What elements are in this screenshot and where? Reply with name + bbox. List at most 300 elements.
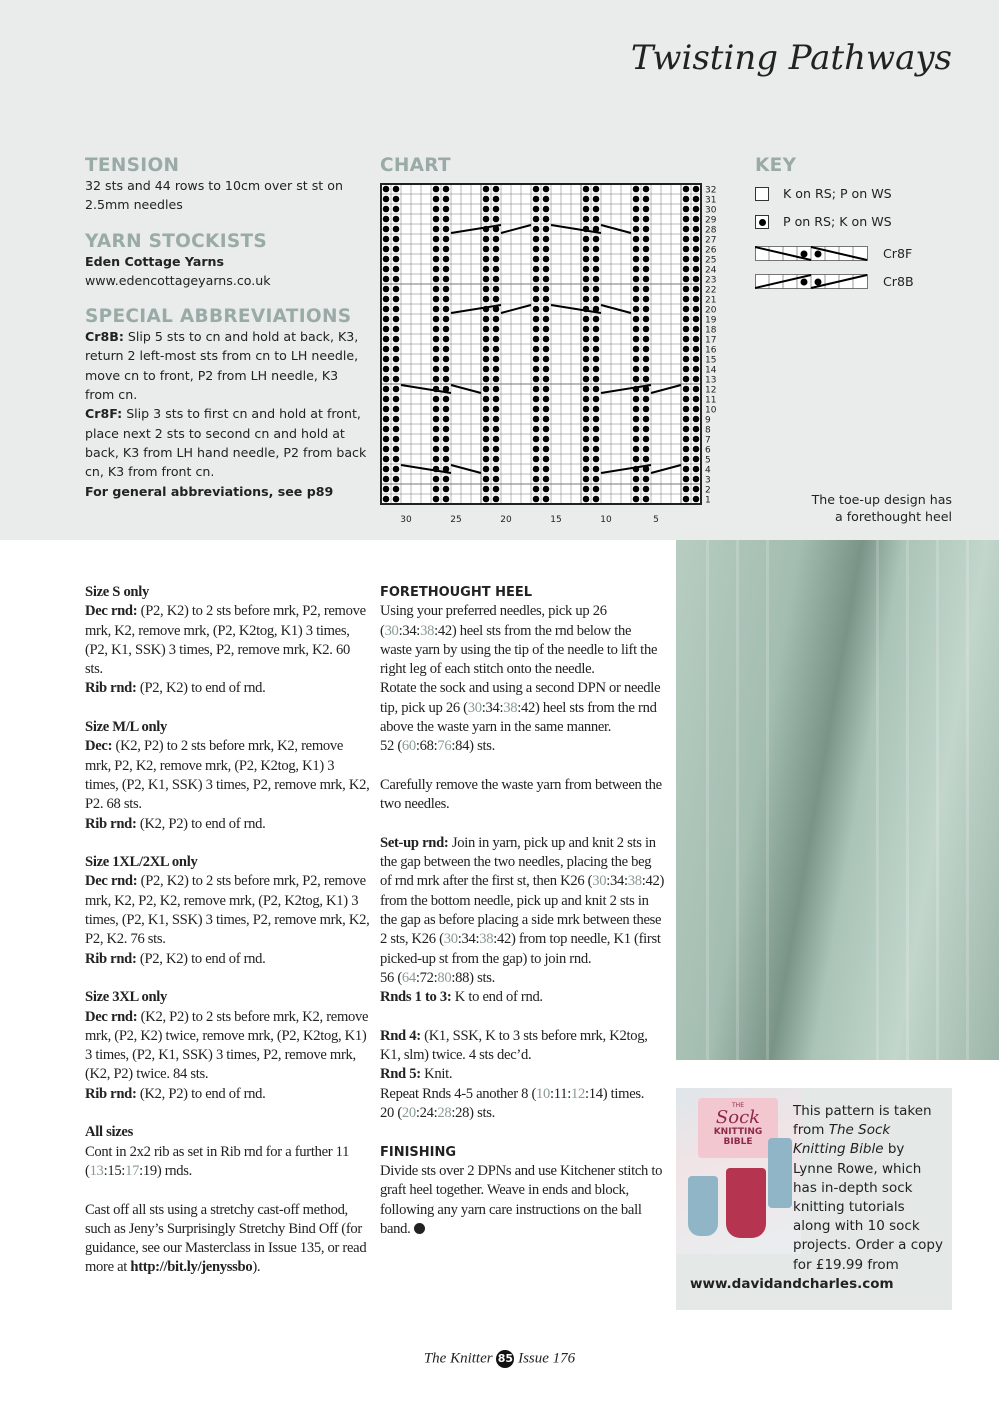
- purl-dot: [643, 416, 650, 423]
- purl-dot: [683, 276, 690, 283]
- purl-dot: [533, 206, 540, 213]
- purl-dot: [393, 306, 400, 313]
- purl-dot: [383, 296, 390, 303]
- row-number: 10: [705, 405, 717, 416]
- purl-dot: [443, 366, 450, 373]
- row-number: 8: [705, 425, 711, 436]
- text: :88) sts.: [451, 969, 495, 986]
- purl-dot: [583, 486, 590, 493]
- purl-dot: [393, 466, 400, 473]
- purl-dot: [643, 246, 650, 253]
- purl-dot: [543, 296, 550, 303]
- row-number: 1: [705, 495, 711, 506]
- purl-dot: [633, 416, 640, 423]
- empty-square-icon: [755, 187, 769, 201]
- purl-dot: [683, 436, 690, 443]
- purl-dot: [543, 486, 550, 493]
- purl-dot: [383, 236, 390, 243]
- purl-dot: [493, 256, 500, 263]
- purl-dot: [693, 236, 700, 243]
- purl-dot: [393, 346, 400, 353]
- row-number: 9: [705, 415, 711, 426]
- cr8f-text: Slip 3 sts to first cn and hold at front, place next 2 sts to second cn and hold at back, K3 from LH hand needle, P2 from back cn, K3 from front cn.: [85, 406, 367, 480]
- purl-dot: [583, 456, 590, 463]
- purl-dot: [443, 496, 450, 503]
- purl-dot: [393, 476, 400, 483]
- purl-dot: [383, 226, 390, 233]
- purl-dot: [383, 246, 390, 253]
- purl-dot: [493, 296, 500, 303]
- purl-dot: [593, 346, 600, 353]
- purl-dot: [643, 456, 650, 463]
- purl-dot: [393, 226, 400, 233]
- purl-dot: [543, 346, 550, 353]
- cr8f-symbol-icon: [755, 246, 869, 262]
- size-xl-heading: Size 1XL/2XL only: [85, 854, 198, 871]
- purl-dot: [583, 436, 590, 443]
- text: Repeat Rnds 4-5 another 8 (: [380, 1085, 537, 1102]
- purl-dot: [393, 446, 400, 453]
- purl-dot: [383, 276, 390, 283]
- remove-waste-para: Carefully remove the waste yarn from between the two needles.: [380, 776, 662, 813]
- purl-dot: [533, 416, 540, 423]
- text: :11:: [550, 1085, 572, 1102]
- purl-dot: [443, 376, 450, 383]
- magazine-name: The Knitter: [423, 1350, 493, 1367]
- purl-dot: [433, 446, 440, 453]
- key-panel: [755, 155, 955, 296]
- purl-dot: [633, 376, 640, 383]
- purl-dot: [393, 366, 400, 373]
- purl-dot: [693, 496, 700, 503]
- purl-dot: [483, 276, 490, 283]
- key-item-cr8f: [755, 240, 955, 268]
- purl-dot: [543, 456, 550, 463]
- purl-dot: [683, 406, 690, 413]
- purl-dot: [443, 456, 450, 463]
- purl-dot: [633, 356, 640, 363]
- purl-dot: [483, 376, 490, 383]
- row-number: 20: [705, 305, 717, 316]
- purl-dot: [533, 216, 540, 223]
- purl-dot: [583, 426, 590, 433]
- rnds-1-3: [380, 988, 665, 1007]
- column-number: 15: [550, 515, 562, 525]
- purl-dot: [433, 256, 440, 263]
- purl-dot: [643, 376, 650, 383]
- purl-dot: [583, 366, 590, 373]
- purl-dot: [443, 356, 450, 363]
- purl-dot: [593, 216, 600, 223]
- cr8b-text: Slip 5 sts to cn and hold at back, K3, return 2 left-most sts from cn to LH needle, move cn to front, P2 from LH needle, K3 from cn.: [85, 329, 359, 403]
- purl-dot: [633, 456, 640, 463]
- purl-dot: [543, 446, 550, 453]
- purl-dot: [383, 186, 390, 193]
- purl-dot: [493, 486, 500, 493]
- purl-dot: [433, 226, 440, 233]
- purl-dot: [633, 446, 640, 453]
- purl-dot: [483, 296, 490, 303]
- purl-dot: [483, 476, 490, 483]
- size-m-section: [85, 718, 370, 834]
- text: 56 (: [380, 969, 402, 986]
- purl-dot: [643, 266, 650, 273]
- purl-dot: [493, 216, 500, 223]
- text: :34:: [398, 622, 421, 639]
- purl-dot: [583, 336, 590, 343]
- text: :34:: [481, 699, 504, 716]
- purl-dot: [493, 186, 500, 193]
- text: (P2, K2) to 2 sts before mrk, P2, remove mrk, K2, P2, K2, remove mrk, (P2, K2tog, K1) 3 times, (P2, K1, SSK) 3 times, P2, remove mrk, K2, P2, K2. 76 sts.: [85, 873, 370, 948]
- column-number: 20: [500, 515, 512, 525]
- purl-dot: [643, 476, 650, 483]
- purl-dot: [533, 306, 540, 313]
- purl-dot: [383, 396, 390, 403]
- purl-dot: [483, 236, 490, 243]
- purl-dot: [493, 476, 500, 483]
- size-value: 30: [443, 931, 458, 948]
- purl-dot: [383, 406, 390, 413]
- key-label: P on RS; K on WS: [783, 214, 892, 230]
- purl-dot: [443, 346, 450, 353]
- purl-dot: [543, 286, 550, 293]
- purl-dot: [383, 266, 390, 273]
- purl-dot: [583, 246, 590, 253]
- purl-dot: [483, 266, 490, 273]
- text: (K2, P2) to end of rnd.: [136, 1085, 266, 1102]
- page-number: 85: [496, 1350, 514, 1368]
- purl-dot: [643, 336, 650, 343]
- column-number: 25: [450, 515, 462, 525]
- purl-dot: [543, 196, 550, 203]
- purl-dot: [533, 426, 540, 433]
- text: :24:: [415, 1105, 438, 1122]
- purl-dot: [533, 186, 540, 193]
- purl-dot: [643, 316, 650, 323]
- book-promo-text: [690, 1102, 946, 1294]
- purl-dot: [693, 346, 700, 353]
- purl-dot: [543, 266, 550, 273]
- purl-dot: [433, 296, 440, 303]
- purl-dot: [633, 206, 640, 213]
- purl-dot: [533, 276, 540, 283]
- purl-dot: [583, 406, 590, 413]
- bind-off-link[interactable]: http://bit.ly/jenyssbo: [130, 1259, 253, 1276]
- purl-dot: [643, 406, 650, 413]
- purl-dot: [483, 206, 490, 213]
- row-number: 15: [705, 355, 717, 366]
- purl-dot: [443, 406, 450, 413]
- text: (P2, K2) to end of rnd.: [136, 950, 266, 967]
- text: :68:: [415, 738, 438, 755]
- purl-dot: [593, 286, 600, 293]
- purl-dot: [493, 276, 500, 283]
- purl-dot: [393, 276, 400, 283]
- size-3xl-section: [85, 988, 370, 1104]
- purl-dot: [443, 266, 450, 273]
- cr8f-label: Cr8F:: [85, 406, 123, 422]
- cover-text: Sock: [715, 1107, 761, 1128]
- purl-dot: [433, 356, 440, 363]
- text: 20 (: [380, 1105, 402, 1122]
- size-value: 38: [479, 931, 494, 948]
- text: Rotate the sock and using a second DPN or needle tip, pick up 26 (: [380, 680, 661, 716]
- size-3xl-heading: Size 3XL only: [85, 989, 168, 1006]
- purl-dot: [493, 366, 500, 373]
- purl-dot: [683, 236, 690, 243]
- purl-dot: [433, 266, 440, 273]
- purl-dot: [593, 416, 600, 423]
- yarn-heading: YARN STOCKISTS: [85, 230, 268, 252]
- purl-dot: [383, 306, 390, 313]
- purl-dot: [483, 456, 490, 463]
- purl-dot: [683, 246, 690, 253]
- purl-dot: [593, 316, 600, 323]
- purl-dot: [433, 366, 440, 373]
- purl-dot: [443, 436, 450, 443]
- size-value: 76: [437, 738, 452, 755]
- key-label: Cr8B: [883, 274, 914, 290]
- purl-dot: [433, 476, 440, 483]
- text: :42) heel sts from the rnd below the waste yarn by using the tip of the needle to lift the right leg of each stitch onto the needle.: [380, 622, 658, 678]
- purl-dot: [543, 326, 550, 333]
- purl-dot: [443, 276, 450, 283]
- row-number: 16: [705, 345, 717, 356]
- purl-dot: [533, 296, 540, 303]
- purl-dot: [593, 206, 600, 213]
- purl-dot: [393, 376, 400, 383]
- column-number: 10: [600, 515, 612, 525]
- rnd-5: [380, 1065, 665, 1084]
- column-number: 5: [653, 515, 659, 525]
- tension-heading: TENSION: [85, 155, 180, 176]
- purl-dot: [393, 246, 400, 253]
- size-value: 13: [89, 1162, 104, 1179]
- purl-dot: [383, 356, 390, 363]
- size-xl-section: [85, 853, 370, 969]
- heel-heading: FORETHOUGHT HEEL: [380, 585, 533, 600]
- purl-dot: [633, 276, 640, 283]
- purl-dot: [683, 376, 690, 383]
- size-s-section: [85, 583, 370, 699]
- size-value: 30: [384, 622, 399, 639]
- purl-dot: [433, 246, 440, 253]
- purl-dot: [693, 226, 700, 233]
- purl-dot: [393, 486, 400, 493]
- key-item-cr8b: [755, 268, 955, 296]
- purl-dot: [693, 306, 700, 313]
- purl-dot: [533, 196, 540, 203]
- purl-dot: [633, 336, 640, 343]
- purl-dot: [533, 266, 540, 273]
- purl-dot: [443, 476, 450, 483]
- purl-dot: [593, 246, 600, 253]
- finishing-para: [380, 1162, 665, 1239]
- purl-dot: [693, 426, 700, 433]
- purl-dot: [593, 356, 600, 363]
- info-column: [85, 155, 370, 501]
- purl-dot: [393, 386, 400, 393]
- purl-dot: [593, 266, 600, 273]
- purl-dot: [533, 436, 540, 443]
- purl-dot: [693, 396, 700, 403]
- purl-dot: [533, 246, 540, 253]
- row-number: 23: [705, 275, 717, 286]
- purl-dot: [443, 446, 450, 453]
- purl-dot: [593, 296, 600, 303]
- purl-dot: [633, 426, 640, 433]
- purl-dot: [543, 376, 550, 383]
- purl-dot: [683, 256, 690, 263]
- text: :19) rnds.: [139, 1162, 193, 1179]
- purl-dot: [493, 336, 500, 343]
- purl-dot: [443, 236, 450, 243]
- purl-dot: [383, 316, 390, 323]
- book-title: The Sock Knitting Bible: [793, 1122, 891, 1158]
- purl-dot: [493, 466, 500, 473]
- purl-dot: [543, 406, 550, 413]
- purl-dot: [383, 336, 390, 343]
- purl-dot: [683, 286, 690, 293]
- size-value: 30: [592, 873, 607, 890]
- purl-dot: [383, 386, 390, 393]
- purl-dot: [593, 436, 600, 443]
- purl-dot: [633, 266, 640, 273]
- purl-dot: [433, 336, 440, 343]
- text: ).: [252, 1259, 261, 1276]
- purl-dot: [543, 496, 550, 503]
- purl-dot: [633, 406, 640, 413]
- purl-dot: [683, 396, 690, 403]
- purl-dot: [393, 336, 400, 343]
- purl-dot: [583, 296, 590, 303]
- label: Rib rnd:: [85, 815, 137, 832]
- purl-dot: [433, 396, 440, 403]
- purl-dot: [633, 246, 640, 253]
- purl-dot: [443, 396, 450, 403]
- purl-dot: [383, 486, 390, 493]
- label: Rnd 5:: [380, 1066, 421, 1083]
- purl-dot: [593, 196, 600, 203]
- yarn-url[interactable]: www.edencottageyarns.co.uk: [85, 272, 271, 288]
- purl-dot: [683, 346, 690, 353]
- purl-dot: [643, 426, 650, 433]
- purl-dot: [683, 496, 690, 503]
- purl-dot: [483, 436, 490, 443]
- purl-dot: [493, 326, 500, 333]
- purl-dot: [693, 336, 700, 343]
- chart-caption: [812, 491, 952, 525]
- row-number: 4: [705, 465, 711, 476]
- purl-dot: [633, 496, 640, 503]
- purl-dot: [383, 466, 390, 473]
- purl-dot: [633, 326, 640, 333]
- purl-dot: [383, 426, 390, 433]
- purl-dot: [383, 206, 390, 213]
- purl-dot: [683, 326, 690, 333]
- purl-dot: [433, 346, 440, 353]
- size-value: 38: [627, 873, 642, 890]
- purl-dot: [443, 196, 450, 203]
- text: Cast off all sts using a stretchy cast-off method, such as Jeny’s Surprisingly Stretchy Bind Off (for guidance, see our Masterclass in Issue 135, or read more at: [85, 1201, 367, 1276]
- purl-dot: [383, 436, 390, 443]
- row-number: 28: [705, 225, 717, 236]
- row-number: 31: [705, 195, 717, 206]
- purl-dot: [433, 486, 440, 493]
- purl-dot: [683, 486, 690, 493]
- purl-dot: [483, 246, 490, 253]
- purl-dot: [633, 346, 640, 353]
- purl-dot: [693, 406, 700, 413]
- purl-dot: [543, 466, 550, 473]
- size-value: 64: [401, 969, 416, 986]
- row-number: 19: [705, 315, 717, 326]
- purl-dot: [643, 276, 650, 283]
- purl-dot: [433, 436, 440, 443]
- size-value: 10: [536, 1085, 551, 1102]
- purl-dot: [593, 276, 600, 283]
- size-value: 28: [437, 1105, 452, 1122]
- purl-dot: [683, 446, 690, 453]
- purl-dot: [383, 416, 390, 423]
- page-footer: [0, 1350, 999, 1368]
- purl-dot: [533, 406, 540, 413]
- issue-number: Issue 176: [518, 1350, 576, 1367]
- purl-dot: [593, 376, 600, 383]
- purl-dot: [643, 346, 650, 353]
- purl-dot: [683, 476, 690, 483]
- publisher-link[interactable]: www.davidandcharles.com: [690, 1275, 894, 1292]
- heel-column: [380, 583, 665, 1239]
- purl-dot: [383, 216, 390, 223]
- purl-dot: [393, 256, 400, 263]
- text: (K2, P2) to end of rnd.: [136, 815, 266, 832]
- purl-dot: [393, 266, 400, 273]
- purl-dot: [383, 366, 390, 373]
- purl-dot: [533, 226, 540, 233]
- purl-dot: [533, 386, 540, 393]
- purl-dot: [383, 376, 390, 383]
- purl-dot: [443, 206, 450, 213]
- purl-dot: [693, 266, 700, 273]
- text: (P2, K2) to end of rnd.: [136, 680, 266, 697]
- purl-dot: [693, 366, 700, 373]
- purl-dot: [383, 256, 390, 263]
- purl-dot: [533, 456, 540, 463]
- purl-dot: [693, 326, 700, 333]
- purl-dot: [433, 456, 440, 463]
- purl-dot: [633, 396, 640, 403]
- purl-dot: [483, 416, 490, 423]
- key-item-knit: [755, 180, 955, 208]
- purl-dot: [583, 186, 590, 193]
- purl-dot: [393, 436, 400, 443]
- heel-count: [380, 737, 665, 756]
- purl-dot: [493, 196, 500, 203]
- text: (K2, P2) to 2 sts before mrk, K2, remove mrk, P2, K2, remove mrk, (P2, K2tog, K1) 3 times, (P2, K1, SSK) 3 times, P2, remove mrk, K2, P2. 68 sts.: [85, 738, 370, 813]
- text: :42) heel sts from the rnd above the waste yarn in the same manner.: [380, 699, 657, 736]
- purl-dot: [543, 306, 550, 313]
- purl-dot: [593, 336, 600, 343]
- purl-dot: [483, 386, 490, 393]
- purl-dot: [543, 426, 550, 433]
- purl-dot: [383, 346, 390, 353]
- purl-dot: [643, 356, 650, 363]
- label: Dec rnd:: [85, 873, 138, 890]
- purl-dot: [683, 186, 690, 193]
- purl-dot: [443, 286, 450, 293]
- text: :14) times.: [585, 1085, 645, 1102]
